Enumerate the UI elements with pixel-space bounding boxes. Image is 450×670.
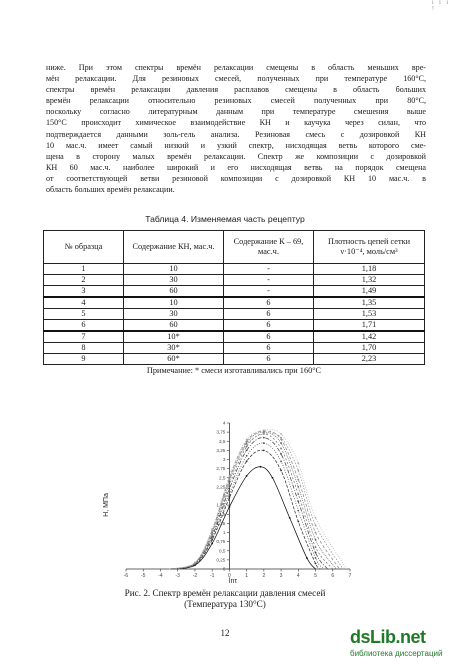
data-point — [280, 470, 282, 472]
data-point — [246, 444, 248, 446]
data-point — [280, 439, 282, 441]
series-line — [169, 438, 328, 569]
data-point — [246, 460, 248, 462]
data-point — [315, 532, 317, 534]
header-k69-content: Содержание К – 69, мас.ч. — [224, 231, 314, 264]
cell-k69: 6 — [224, 343, 314, 354]
table-row — [44, 354, 425, 365]
y-tick-label: 2 — [222, 493, 226, 499]
cell-k69: 6 — [224, 320, 314, 332]
cell-k69: 6 — [224, 297, 314, 309]
series-line — [169, 447, 321, 569]
cell-sample: 7 — [44, 331, 124, 343]
x-tick-label: -6 — [123, 573, 129, 579]
paragraph-line: мён релаксации. Для резиновых смесей, полученных при температуре 160°С, — [46, 74, 426, 84]
x-tick-label: 2 — [262, 573, 266, 579]
series-line — [169, 433, 343, 569]
data-point — [297, 470, 299, 472]
y-tick-label: 0,5 — [218, 548, 226, 554]
x-tick-label: -2 — [192, 573, 198, 579]
data-point — [246, 449, 248, 451]
paragraph-line: времён релаксации относительно резиновых смесей полученных при 80°С, — [46, 96, 426, 106]
data-point — [228, 475, 230, 477]
cell-density: 1,70 — [314, 343, 425, 354]
data-point — [263, 449, 265, 451]
figure-caption-line: Рис. 2. Спектр времён релаксации давления смесей — [124, 588, 326, 598]
data-point — [297, 521, 299, 523]
table-row — [44, 297, 425, 309]
y-tick-label: 0 — [222, 566, 226, 572]
paragraph-line: 150°С происходит химическое взаимодействие КН и каучука через силан, что — [46, 118, 426, 128]
cell-sample: 3 — [44, 286, 124, 298]
y-tick-label: 3,25 — [216, 447, 226, 453]
page-number: 12 — [220, 628, 230, 638]
data-point — [280, 448, 282, 450]
y-tick-label: 2,25 — [216, 484, 226, 490]
y-tick-label: 3,75 — [216, 429, 226, 435]
y-tick-label: 1,5 — [218, 511, 226, 517]
data-point — [315, 539, 317, 541]
cell-density: 1,32 — [314, 275, 425, 286]
cell-sample: 8 — [44, 343, 124, 354]
series-line — [169, 429, 336, 569]
scan-corner-mark: i i i ! — [432, 0, 450, 12]
cell-sample: 1 — [44, 264, 124, 275]
figure-caption-line: (Температура 130°С) — [184, 599, 266, 609]
data-point — [228, 484, 230, 486]
x-tick-label: -1 — [209, 573, 215, 579]
cell-kn: 10 — [124, 264, 224, 275]
x-tick-label: 7 — [348, 573, 352, 579]
data-point — [211, 539, 213, 541]
chart-svg — [98, 417, 358, 587]
table-row — [44, 286, 425, 298]
x-tick-label: 1 — [245, 573, 249, 579]
table-row — [44, 264, 425, 275]
formulation-table — [43, 230, 425, 377]
body-paragraph — [46, 62, 426, 195]
data-point — [211, 528, 213, 530]
paragraph-line: поскольку согласно литературным данным при температуре смешения выше — [46, 107, 426, 117]
data-point — [315, 563, 317, 565]
y-tick-label: 0,75 — [216, 539, 226, 545]
cell-kn: 60 — [124, 286, 224, 298]
x-tick-label: 0 — [227, 573, 231, 579]
data-point — [246, 455, 248, 457]
data-point — [297, 501, 299, 503]
series-line — [169, 467, 315, 569]
cell-k69: - — [224, 264, 314, 275]
cell-sample: 5 — [44, 309, 124, 320]
x-tick-label: -4 — [158, 573, 163, 579]
y-tick-label: 3,5 — [218, 438, 226, 444]
cell-kn: 10 — [124, 297, 224, 309]
y-tick-label: 2,5 — [218, 475, 226, 481]
data-point — [280, 437, 282, 439]
paragraph-line: спектры времён релаксации давления расплавов смещены в область больших — [46, 85, 426, 95]
table-header-row — [44, 231, 425, 264]
table-note-row — [44, 365, 425, 377]
table-row — [44, 343, 425, 354]
cell-density: 1,53 — [314, 309, 425, 320]
data-point — [297, 510, 299, 512]
cell-kn: 30 — [124, 275, 224, 286]
data-point — [228, 493, 230, 495]
dslib-watermark-logo — [350, 627, 450, 667]
data-point — [315, 552, 317, 554]
data-point — [315, 517, 317, 519]
relaxation-spectrum-chart — [98, 417, 358, 587]
cell-density: 2,23 — [314, 354, 425, 365]
cell-k69: - — [224, 286, 314, 298]
cell-k69: - — [224, 275, 314, 286]
header-kn-content: Содержание КН, мас.ч. — [124, 231, 224, 264]
cell-density: 1,18 — [314, 264, 425, 275]
y-tick-label: 0,25 — [216, 557, 226, 563]
cell-density: 1,71 — [314, 320, 425, 332]
cell-kn: 60* — [124, 354, 224, 365]
data-point — [306, 557, 308, 559]
data-point — [211, 543, 213, 545]
header-sample-number: № образца — [44, 231, 124, 264]
data-point — [228, 479, 230, 481]
watermark-brand: dsLib.net — [350, 627, 426, 647]
data-point — [297, 493, 299, 495]
data-point — [280, 433, 282, 435]
x-tick-label: 4 — [296, 573, 300, 579]
cell-k69: 6 — [224, 354, 314, 365]
y-tick-label: 4 — [222, 420, 226, 426]
cell-kn: 10* — [124, 331, 224, 343]
data-point — [228, 506, 230, 508]
paragraph-line: область больших времён релаксации. — [46, 185, 175, 195]
table-row — [44, 309, 425, 320]
data-point — [263, 437, 265, 439]
data-point — [315, 546, 317, 548]
y-tick-label: 1,75 — [216, 502, 226, 508]
figure-caption — [0, 588, 450, 610]
y-tick-label: 1,25 — [216, 520, 226, 526]
cell-sample: 4 — [44, 297, 124, 309]
table-caption: Таблица 4. Изменяемая часть рецептур — [145, 214, 305, 224]
chart-axes — [124, 421, 352, 579]
x-tick-label: 3 — [279, 573, 283, 579]
cell-density: 1,42 — [314, 331, 425, 343]
data-point — [280, 453, 282, 455]
series-line — [169, 434, 333, 569]
cell-sample: 9 — [44, 354, 124, 365]
cell-kn: 30 — [124, 309, 224, 320]
table-row — [44, 320, 425, 332]
paragraph-line: щена в сторону малых времён релаксации. Спектр же композиции с дозировкой — [46, 151, 426, 161]
paragraph-line: подтверждается данными золь-гель анализа. Резиновая смесь с дозировкой КН — [46, 129, 426, 139]
data-point — [194, 562, 196, 564]
paragraph-line: от соответствующей ветви резиновой композиции с дозировкой КН 10 мас.ч. в — [46, 173, 426, 183]
table-note: Примечание: * смеси изготавливались при 160°С — [44, 365, 425, 377]
table-row — [44, 275, 425, 286]
data-point — [246, 475, 248, 477]
data-point — [263, 442, 265, 444]
data-point — [272, 477, 274, 479]
data-point — [263, 429, 265, 431]
cell-k69: 6 — [224, 331, 314, 343]
table-row — [44, 331, 425, 343]
cell-k69: 6 — [224, 309, 314, 320]
data-point — [260, 466, 262, 468]
paragraph-line: КН 60 мас.ч. наиболее широкий и его нисходящая ветвь на порядок смещена — [46, 162, 426, 172]
data-point — [246, 446, 248, 448]
data-point — [297, 462, 299, 464]
cell-density: 1,35 — [314, 297, 425, 309]
header-crosslink-density: Плотность цепей сетки ν·10⁻⁴, моль/см³ — [314, 231, 425, 264]
x-tick-label: 6 — [331, 573, 335, 579]
y-tick-label: 3 — [222, 457, 226, 463]
cell-sample: 6 — [44, 320, 124, 332]
paragraph-line: 10 мас.ч. имеет самый низкий и узкий спектр, нисходящая ветвь которого сме- — [46, 140, 426, 150]
data-point — [263, 433, 265, 435]
data-point — [289, 517, 291, 519]
data-point — [246, 440, 248, 442]
data-point — [228, 488, 230, 490]
watermark-tagline: библиотека диссертаций — [350, 649, 443, 658]
paragraph-line: ниже. При этом спектры времён релаксации смещены в область меньших вре- — [46, 63, 426, 72]
data-point — [280, 460, 282, 462]
cell-sample: 2 — [44, 275, 124, 286]
y-tick-label: 2,75 — [216, 466, 226, 472]
y-tick-label: 1 — [222, 530, 226, 536]
x-tick-label: 5 — [314, 573, 317, 579]
data-point — [246, 442, 248, 444]
cell-density: 1,49 — [314, 286, 425, 298]
data-point — [228, 497, 230, 499]
data-point — [211, 535, 213, 537]
data-point — [280, 442, 282, 444]
chart-series — [169, 429, 346, 569]
cell-kn: 30* — [124, 343, 224, 354]
data-point — [297, 486, 299, 488]
data-point — [246, 439, 248, 441]
data-point — [297, 479, 299, 481]
chart-x-axis-label: lnτ — [228, 578, 238, 585]
data-point — [315, 524, 317, 526]
data-point — [315, 557, 317, 559]
cell-kn: 60 — [124, 320, 224, 332]
x-tick-label: -3 — [175, 573, 180, 579]
chart-y-axis-label: H, МПа — [103, 493, 110, 517]
x-tick-label: -5 — [141, 573, 146, 579]
